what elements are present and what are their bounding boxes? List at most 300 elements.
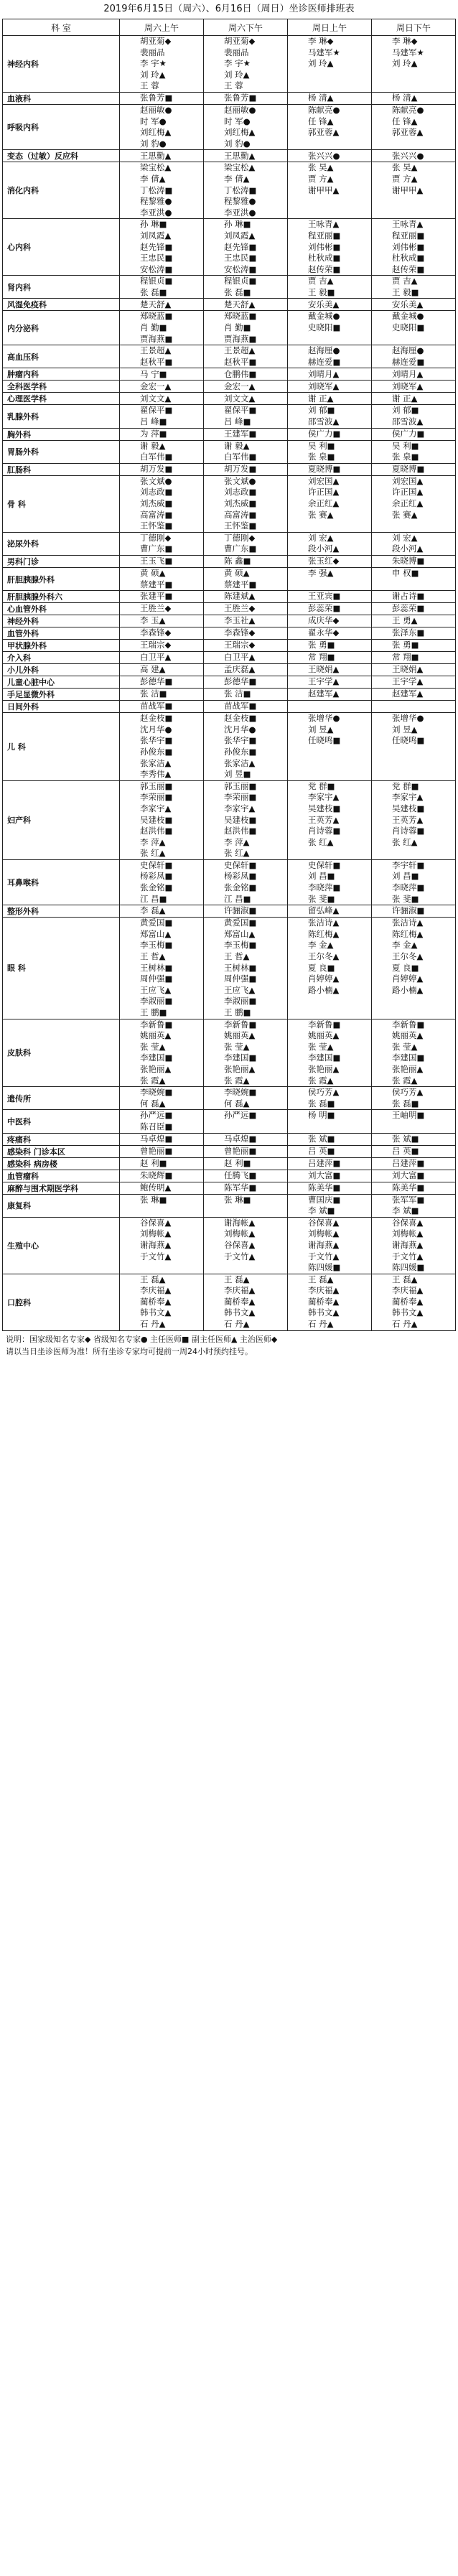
- doctor-name: [288, 747, 371, 758]
- doctor-name: 余正红▲: [308, 498, 340, 508]
- doctor-name: 金宏一▲: [140, 381, 172, 391]
- schedule-cell: [372, 555, 456, 567]
- doctor-name: 翟保平■: [140, 405, 173, 416]
- schedule-cell: [120, 1170, 204, 1182]
- header-sun-pm: 周日下午: [372, 19, 456, 36]
- doctor-name: 何 磊▲: [224, 1098, 250, 1109]
- doctor-name: 石 丹▲: [308, 1319, 334, 1330]
- doctor-name: 张 红▲: [224, 848, 250, 859]
- doctor-name: 李 强▲: [308, 567, 334, 578]
- doctor-name: 史保轩■: [224, 859, 257, 870]
- doctor-name: 张玉红◆: [308, 556, 340, 566]
- schedule-cell: [120, 555, 204, 567]
- doctor-name: 石 丹▲: [224, 1319, 250, 1330]
- doctor-name: 张 磊■: [224, 286, 251, 297]
- doctor-name: 苗战军■: [224, 701, 257, 711]
- schedule-cell: [372, 393, 456, 405]
- department-name: 小儿外科: [3, 664, 120, 676]
- doctor-name: 于文竹▲: [392, 1251, 424, 1261]
- doctor-name: 李新鲁■: [140, 1019, 173, 1030]
- doctor-name: 张文斌●: [224, 475, 256, 486]
- doctor-name: 安松涛■: [140, 263, 173, 274]
- schedule-cell: [120, 1217, 204, 1274]
- doctor-name: 李新鲁■: [308, 1019, 341, 1030]
- doctor-name: 白卫平▲: [224, 652, 256, 663]
- doctor-name: 黄爱国■: [224, 918, 257, 928]
- doctor-name: [288, 207, 371, 219]
- doctor-name: 邵雪波▲: [392, 416, 424, 427]
- doctor-name: 党 群■: [392, 780, 419, 791]
- doctor-name: 王咏青▲: [308, 219, 340, 230]
- doctor-name: 张 洁■: [140, 689, 167, 699]
- doctor-name: 刘梅帐▲: [308, 1228, 340, 1239]
- doctor-name: 任晓鸣■: [392, 735, 425, 746]
- schedule-cell: [120, 627, 204, 640]
- doctor-name: 金宏一▲: [224, 381, 256, 391]
- department-name: 介入科: [3, 652, 120, 664]
- schedule-cell: [288, 918, 372, 1019]
- doctor-name: 赫连爱■: [308, 356, 341, 367]
- schedule-row: [3, 640, 456, 652]
- department-name: 皮肤科: [3, 1019, 120, 1087]
- doctor-name: 许骊淑■: [224, 905, 257, 916]
- doctor-name: 夏晓博■: [392, 464, 425, 475]
- doctor-name: 张 霞▲: [224, 1075, 250, 1086]
- doctor-name: 李家宇▲: [392, 792, 424, 803]
- schedule-row: [3, 440, 456, 463]
- schedule-cell: [372, 676, 456, 689]
- doctor-name: 王建军■: [224, 428, 257, 439]
- schedule-cell: [372, 640, 456, 652]
- doctor-name: 张 斐■: [392, 893, 419, 904]
- schedule-cell: [204, 1145, 288, 1157]
- schedule-cell: [120, 1019, 204, 1087]
- doctor-name: 肖诗蓉■: [392, 826, 425, 836]
- doctor-name: 李庆福▲: [140, 1285, 172, 1296]
- department-name: 神经外科: [3, 615, 120, 627]
- doctor-name: 留弘峰▲: [308, 905, 340, 916]
- schedule-cell: [204, 1019, 288, 1087]
- doctor-name: 任 锋▲: [392, 116, 418, 126]
- doctor-name: 吕建萍■: [308, 1157, 341, 1168]
- doctor-name: 李 宇★: [224, 58, 251, 69]
- doctor-name: 郑晓蓝■: [224, 311, 257, 322]
- doctor-name: 谢甲甲▲: [392, 185, 424, 195]
- doctor-name: 刘文文▲: [224, 393, 256, 403]
- schedule-cell: [288, 1087, 372, 1110]
- schedule-cell: [288, 859, 372, 905]
- notice-note: 请以当日坐诊医师为准！所有坐诊专家均可提前一周24小时预约挂号。: [6, 1346, 253, 1356]
- schedule-cell: [204, 905, 288, 918]
- doctor-name: 许骊淑■: [392, 905, 425, 916]
- doctor-name: 丁松涛■: [224, 185, 257, 195]
- schedule-cell: [288, 676, 372, 689]
- schedule-cell: [120, 713, 204, 781]
- doctor-name: 何 磊▲: [140, 1098, 166, 1109]
- doctor-name: 张 莹▲: [392, 1041, 418, 1052]
- doctor-name: 刘 郁■: [308, 405, 335, 416]
- department-name: 生殖中心: [3, 1217, 120, 1274]
- doctor-name: 姚丽英▲: [308, 1030, 340, 1041]
- schedule-cell: [204, 311, 288, 345]
- doctor-name: 张 洁■: [224, 689, 251, 699]
- department-name: 肝胆胰腺外科: [3, 567, 120, 590]
- schedule-cell: [204, 36, 288, 93]
- department-name: 骨 科: [3, 475, 120, 532]
- department-name: 肿瘤内科: [3, 368, 120, 381]
- doctor-name: 张家洁▲: [224, 757, 256, 768]
- doctor-name: 王 磊▲: [224, 1274, 250, 1284]
- department-name: 口腔科: [3, 1274, 120, 1330]
- doctor-name: 张 泉■: [308, 452, 335, 462]
- schedule-row: [3, 428, 456, 440]
- doctor-name: 王 哲▲: [140, 951, 166, 962]
- schedule-cell: [288, 713, 372, 781]
- schedule-cell: [120, 1274, 204, 1330]
- doctor-name: 李森锋◆: [140, 627, 172, 638]
- schedule-cell: [120, 381, 204, 393]
- doctor-name: 陈献亮●: [308, 104, 340, 115]
- schedule-cell: [372, 689, 456, 701]
- doctor-name: 刘志政■: [224, 487, 257, 498]
- doctor-name: 王岫明■: [392, 1110, 425, 1121]
- schedule-cell: [372, 311, 456, 345]
- schedule-cell: [204, 219, 288, 276]
- doctor-name: 陈军华■: [224, 1182, 257, 1193]
- schedule-cell: [372, 1182, 456, 1194]
- department-name: 甲状腺外科: [3, 640, 120, 652]
- schedule-cell: [120, 1133, 204, 1145]
- doctor-name: 刘 豹●: [224, 138, 251, 149]
- schedule-cell: [204, 664, 288, 676]
- schedule-cell: [288, 905, 372, 918]
- doctor-name: 张华宇■: [140, 735, 173, 746]
- doctor-name: 张华宇■: [224, 735, 257, 746]
- header-department: 科 室: [3, 19, 120, 36]
- schedule-cell: [120, 1110, 204, 1133]
- doctor-name: 高富涛■: [224, 509, 257, 520]
- doctor-name: 李 斌■: [392, 1205, 419, 1216]
- doctor-name: [372, 521, 455, 532]
- doctor-name: 李庆福▲: [224, 1285, 256, 1296]
- doctor-name: [288, 521, 371, 532]
- doctor-name: 刘晓军▲: [308, 381, 340, 391]
- doctor-name: [288, 769, 371, 780]
- doctor-name: 孙 琳■: [140, 219, 167, 230]
- doctor-name: 王忠民■: [140, 253, 173, 263]
- doctor-name: 王晓娟▲: [392, 664, 424, 675]
- doctor-name: 安乐美▲: [308, 299, 340, 309]
- doctor-name: 吕 峰■: [140, 416, 167, 427]
- doctor-name: 王尔冬▲: [308, 951, 340, 962]
- department-name: 遗传所: [3, 1087, 120, 1110]
- schedule-cell: [288, 701, 372, 713]
- schedule-cell: [372, 299, 456, 311]
- schedule-cell: [120, 567, 204, 590]
- doctor-name: 李 磊▲: [140, 905, 166, 916]
- schedule-cell: [204, 405, 288, 428]
- doctor-name: 杨 清▲: [308, 93, 334, 103]
- doctor-name: 郭亚蓉▲: [308, 127, 340, 138]
- doctor-name: 王思勤▲: [140, 150, 172, 161]
- schedule-cell: [288, 627, 372, 640]
- doctor-name: 张 泉■: [392, 452, 419, 462]
- doctor-name: 彭德华■: [224, 676, 257, 687]
- doctor-name: 彭蕊荣■: [308, 603, 341, 614]
- schedule-cell: [288, 393, 372, 405]
- doctor-name: 李家宇▲: [224, 803, 256, 813]
- doctor-name: 刘 昱▲: [308, 724, 334, 734]
- doctor-name: 李晓婉■: [224, 1087, 257, 1098]
- doctor-name: 曾艳丽■: [224, 1145, 257, 1156]
- doctor-name: 孙严远■: [140, 1110, 173, 1121]
- doctor-name: 楚天舒▲: [140, 299, 172, 309]
- doctor-name: 刘凤霞▲: [224, 230, 256, 241]
- schedule-cell: [372, 381, 456, 393]
- doctor-name: 为 萍■: [140, 428, 167, 439]
- doctor-name: 石 丹▲: [392, 1319, 418, 1330]
- doctor-name: [288, 139, 371, 150]
- doctor-name: 孟庆磊▲: [224, 664, 256, 675]
- doctor-name: 王 鹏■: [224, 1007, 251, 1017]
- schedule-cell: [288, 591, 372, 603]
- schedule-cell: [120, 780, 204, 859]
- doctor-name: 蔺桥奉▲: [224, 1296, 256, 1307]
- schedule-cell: [372, 1110, 456, 1133]
- department-name: 儿童心脏中心: [3, 676, 120, 689]
- doctor-name: 刘 昱■: [224, 769, 251, 780]
- header-sun-am: 周日上午: [288, 19, 372, 36]
- doctor-name: 韩书文▲: [140, 1307, 172, 1318]
- doctor-name: 刘 豹●: [140, 138, 167, 149]
- schedule-cell: [288, 311, 372, 345]
- schedule-cell: [120, 1194, 204, 1217]
- doctor-name: 刘梅帐▲: [224, 1228, 256, 1239]
- schedule-cell: [372, 1274, 456, 1330]
- doctor-name: 李玉梅■: [224, 940, 257, 951]
- doctor-name: 张洁诗▲: [392, 918, 424, 928]
- schedule-cell: [204, 1087, 288, 1110]
- doctor-name: 于文竹▲: [308, 1251, 340, 1261]
- doctor-name: 刘红梅▲: [224, 127, 256, 138]
- doctor-name: 谢 毅▲: [224, 440, 250, 451]
- doctor-name: [288, 758, 371, 770]
- department-name: 康复科: [3, 1194, 120, 1217]
- doctor-name: 吕 英■: [392, 1145, 419, 1156]
- schedule-cell: [120, 368, 204, 381]
- schedule-row: [3, 1170, 456, 1182]
- doctor-name: 戴金城●: [392, 311, 424, 322]
- doctor-name: 侯广力■: [308, 428, 341, 439]
- schedule-cell: [288, 475, 372, 532]
- doctor-name: 刘杰威■: [140, 498, 173, 508]
- doctor-name: [288, 70, 371, 81]
- doctor-name: 赵海厘●: [308, 345, 340, 356]
- doctor-name: 陈美华■: [392, 1182, 425, 1193]
- schedule-cell: [120, 428, 204, 440]
- doctor-name: 王 毅■: [392, 286, 419, 297]
- doctor-name: 李 萍▲: [140, 836, 166, 847]
- doctor-name: 吴建枝■: [140, 814, 173, 825]
- doctor-name: 贾 吉▲: [392, 276, 418, 286]
- doctor-name: 李 宇★: [140, 58, 167, 69]
- doctor-name: 谢海燕▲: [392, 1239, 424, 1250]
- doctor-name: 郑富山▲: [140, 928, 172, 939]
- doctor-name: 吕建萍■: [392, 1157, 425, 1168]
- schedule-cell: [204, 150, 288, 162]
- schedule-row: [3, 299, 456, 311]
- doctor-name: 李亚洪●: [224, 207, 256, 218]
- doctor-name: 王宇学▲: [308, 676, 340, 687]
- doctor-name: 赵秋平■: [140, 356, 173, 367]
- doctor-name: 王怀鉴■: [224, 521, 257, 531]
- doctor-name: 杨 清▲: [392, 93, 418, 103]
- schedule-cell: [204, 676, 288, 689]
- doctor-name: [372, 70, 455, 81]
- doctor-name: 段小河▲: [392, 543, 424, 554]
- schedule-cell: [372, 219, 456, 276]
- doctor-name: 白卫平▲: [140, 652, 172, 663]
- schedule-cell: [288, 1133, 372, 1145]
- doctor-name: [372, 1121, 455, 1133]
- doctor-name: 任晓鸣■: [308, 735, 341, 746]
- schedule-row: [3, 689, 456, 701]
- department-name: 妇产科: [3, 780, 120, 859]
- schedule-row: [3, 627, 456, 640]
- department-name: 疼痛科: [3, 1133, 120, 1145]
- schedule-cell: [120, 664, 204, 676]
- schedule-cell: [204, 1133, 288, 1145]
- doctor-name: 赵传荣■: [308, 263, 341, 274]
- doctor-name: 刘 宏▲: [308, 532, 334, 543]
- doctor-name: 路小楠▲: [392, 984, 424, 995]
- doctor-name: 张 赛▲: [308, 509, 334, 520]
- doctor-name: 李 琳◆: [392, 36, 418, 46]
- doctor-name: 王玉飞■: [140, 556, 173, 566]
- doctor-name: 任 锋▲: [308, 116, 334, 126]
- doctor-name: 梁宝松▲: [140, 162, 172, 173]
- doctor-name: 史保轩■: [308, 859, 341, 870]
- doctor-name: 吕 峰■: [224, 416, 251, 427]
- doctor-name: 赵建军▲: [392, 689, 424, 699]
- schedule-row: [3, 405, 456, 428]
- schedule-cell: [288, 299, 372, 311]
- department-name: 血液科: [3, 92, 120, 104]
- doctor-name: 李 金▲: [392, 940, 418, 951]
- doctor-name: 谷保喜▲: [308, 1217, 340, 1228]
- schedule-cell: [288, 1145, 372, 1157]
- department-name: 肾内科: [3, 276, 120, 299]
- schedule-row: [3, 664, 456, 676]
- doctor-name: 夏 良■: [392, 962, 419, 973]
- doctor-name: 王晓娟▲: [308, 664, 340, 675]
- doctor-name: 于文竹▲: [224, 1251, 256, 1261]
- doctor-name: 张 昊▲: [392, 162, 418, 173]
- doctor-name: 许正国▲: [308, 487, 340, 498]
- schedule-cell: [372, 440, 456, 463]
- schedule-cell: [120, 276, 204, 299]
- doctor-name: 常 翔■: [308, 652, 335, 663]
- schedule-cell: [204, 368, 288, 381]
- schedule-cell: [372, 1217, 456, 1274]
- doctor-name: 李淑丽■: [140, 996, 173, 1007]
- doctor-name: 李建国■: [392, 1053, 425, 1063]
- doctor-name: 蔡建平■: [224, 579, 257, 589]
- doctor-name: 刘伟彬■: [392, 241, 425, 252]
- doctor-name: 江 昌■: [140, 893, 167, 904]
- doctor-name: 李庆福▲: [392, 1285, 424, 1296]
- doctor-name: 张增华●: [308, 713, 340, 724]
- doctor-name: 裴丽品: [140, 47, 165, 57]
- schedule-cell: [120, 1087, 204, 1110]
- doctor-name: 鲍传明▲: [140, 1182, 172, 1193]
- doctor-name: 蔺桥奉▲: [308, 1296, 340, 1307]
- doctor-name: 张 霞▲: [140, 1075, 166, 1086]
- doctor-name: 李新鲁■: [392, 1019, 425, 1030]
- doctor-name: 王瑞宗◆: [140, 640, 172, 650]
- schedule-cell: [372, 859, 456, 905]
- doctor-name: [288, 701, 371, 712]
- schedule-cell: [120, 532, 204, 555]
- doctor-name: [288, 334, 371, 345]
- schedule-cell: [204, 532, 288, 555]
- schedule-cell: [288, 652, 372, 664]
- doctor-name: 刘大富■: [308, 1170, 341, 1180]
- doctor-name: 郭亚蓉▲: [392, 127, 424, 138]
- doctor-name: 沈月华●: [224, 724, 256, 734]
- schedule-cell: [288, 276, 372, 299]
- doctor-name: 吕 英■: [308, 1145, 335, 1156]
- doctor-name: 程亚丽■: [392, 230, 425, 241]
- doctor-name: 赵秋平■: [224, 356, 257, 367]
- schedule-cell: [288, 664, 372, 676]
- schedule-cell: [372, 276, 456, 299]
- schedule-cell: [288, 381, 372, 393]
- doctor-name: 韩书文▲: [224, 1307, 256, 1318]
- department-name: 神经内科: [3, 36, 120, 93]
- doctor-name: 赵丽敏●: [224, 104, 256, 115]
- schedule-row: [3, 311, 456, 345]
- department-name: 内分泌科: [3, 311, 120, 345]
- header-sat-pm: 周六下午: [204, 19, 288, 36]
- doctor-name: 常 翔■: [392, 652, 419, 663]
- doctor-name: 朱晓辉■: [140, 1170, 173, 1180]
- doctor-name: [288, 1121, 371, 1133]
- schedule-cell: [120, 676, 204, 689]
- doctor-name: 刘 玲▲: [308, 58, 334, 69]
- doctor-name: 刘宏国▲: [308, 475, 340, 486]
- schedule-row: [3, 1182, 456, 1194]
- doctor-name: 陈四媛■: [308, 1262, 341, 1273]
- department-name: 消化内科: [3, 162, 120, 219]
- doctor-name: [372, 80, 455, 92]
- schedule-row: [3, 780, 456, 859]
- doctor-name: 刘梅帐▲: [140, 1228, 172, 1239]
- schedule-cell: [204, 440, 288, 463]
- department-name: 感染科 门诊本区: [3, 1145, 120, 1157]
- doctor-name: 丁德刚◆: [140, 532, 172, 543]
- schedule-cell: [372, 36, 456, 93]
- department-name: 心血管外科: [3, 603, 120, 615]
- doctor-name: 刘 玲▲: [140, 69, 166, 80]
- doctor-name: 贾海燕■: [140, 333, 173, 344]
- schedule-cell: [288, 428, 372, 440]
- schedule-cell: [288, 440, 372, 463]
- doctor-name: 赵洪伟■: [224, 826, 257, 836]
- doctor-name: 丁松涛■: [140, 185, 173, 195]
- schedule-cell: [120, 311, 204, 345]
- doctor-name: [288, 579, 371, 591]
